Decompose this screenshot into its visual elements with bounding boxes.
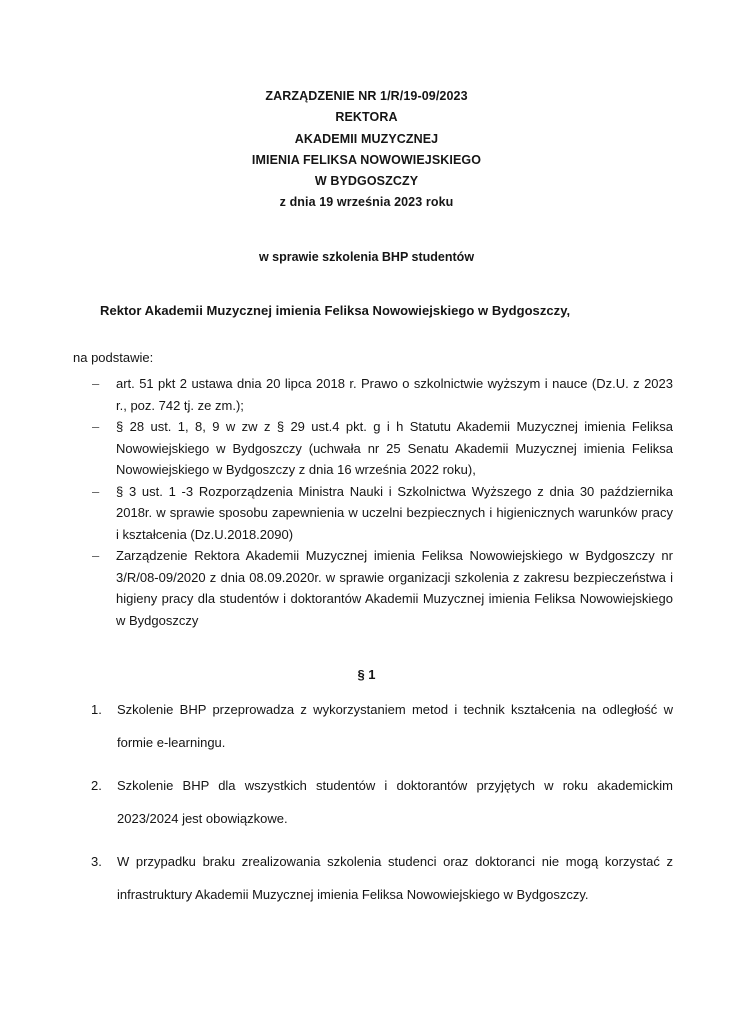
- provision-item: [91, 693, 673, 759]
- legal-basis-item: [88, 545, 673, 631]
- issuing-authority: Rektor Akademii Muzycznej imienia Feliksa Nowowiejskiego w Bydgoszczy,: [100, 303, 571, 318]
- provision-number: 2.: [91, 778, 102, 793]
- provision-number: 1.: [91, 702, 102, 717]
- issuer-title: REKTORA: [335, 110, 398, 125]
- legal-basis-text: art. 51 pkt 2 ustawa dnia 20 lipca 2018 r. Prawo o szkolnictwie wyższym i nauce (Dz.U. z 2023 r., poz. 742 tj. ze zm.);: [116, 376, 673, 413]
- dash-bullet: –: [92, 548, 100, 563]
- section-heading: § 1: [357, 667, 376, 682]
- provision-number: 3.: [91, 854, 102, 869]
- provision-item: [91, 845, 673, 911]
- dash-bullet: –: [92, 376, 100, 391]
- legal-basis-text: § 3 ust. 1 -3 Rozporządzenia Ministra Nauki i Szkolnictwa Wyższego z dnia 30 października 2018r. w sprawie sposobu zapewnienia w uczelni bezpiecznych i higienicznych warunków pracy i kształcenia (Dz.U.2018.2090): [116, 483, 673, 542]
- dash-bullet: –: [92, 419, 100, 434]
- document-subject: w sprawie szkolenia BHP studentów: [258, 250, 475, 264]
- institution-name-line1: AKADEMII MUZYCZNEJ: [294, 131, 439, 146]
- document-header: [0, 86, 733, 214]
- institution-name-line2: IMIENIA FELIKSA NOWOWIEJSKIEGO: [251, 152, 482, 167]
- legal-basis-item: [88, 416, 673, 481]
- legal-basis-text: § 28 ust. 1, 8, 9 w zw z § 29 ust.4 pkt. g i h Statutu Akademii Muzycznej imienia Feliksa Nowowiejskiego w Bydgoszczy (uchwała nr 25 Senatu Akademii Muzycznej imienia Feliksa Nowowiejskiego w Bydgoszczy z dnia 16 września 2022 roku),: [116, 419, 673, 477]
- provisions-list: [91, 693, 673, 921]
- legal-basis-list: [88, 373, 673, 631]
- provision-text: Szkolenie BHP przeprowadza z wykorzystaniem metod i technik kształcenia na odległość w formie e-learningu.: [117, 702, 673, 750]
- institution-city: W BYDGOSZCZY: [314, 174, 419, 189]
- provision-text: W przypadku braku zrealizowania szkolenia studenci oraz doktoranci nie mogą korzystać z infrastruktury Akademii Muzycznej imienia Feliksa Nowowiejskiego w Bydgoszczy.: [117, 854, 673, 902]
- provision-item: [91, 769, 673, 835]
- dash-bullet: –: [92, 483, 100, 499]
- legal-basis-item: [88, 481, 673, 546]
- legal-basis-intro: na podstawie:: [73, 350, 154, 365]
- legal-basis-text: Zarządzenie Rektora Akademii Muzycznej imienia Feliksa Nowowiejskiego w Bydgoszczy nr 3/R/08-09/2020 z dnia 08.09.2020r. w sprawie organizacji szkolenia z zakresu bezpieczeństwa i higieny pracy dla studentów i doktorantów Akademii Muzycznej imienia Feliksa Nowowiejskiego w Bydgoszczy: [116, 548, 673, 628]
- document-date: z dnia 19 września 2023 roku: [279, 195, 454, 210]
- legal-basis-item: [88, 373, 673, 416]
- provision-text: Szkolenie BHP dla wszystkich studentów i doktorantów przyjętych w roku akademickim 2023/2024 jest obowiązkowe.: [117, 778, 673, 826]
- document-title: ZARZĄDZENIE NR 1/R/19-09/2023: [265, 89, 468, 103]
